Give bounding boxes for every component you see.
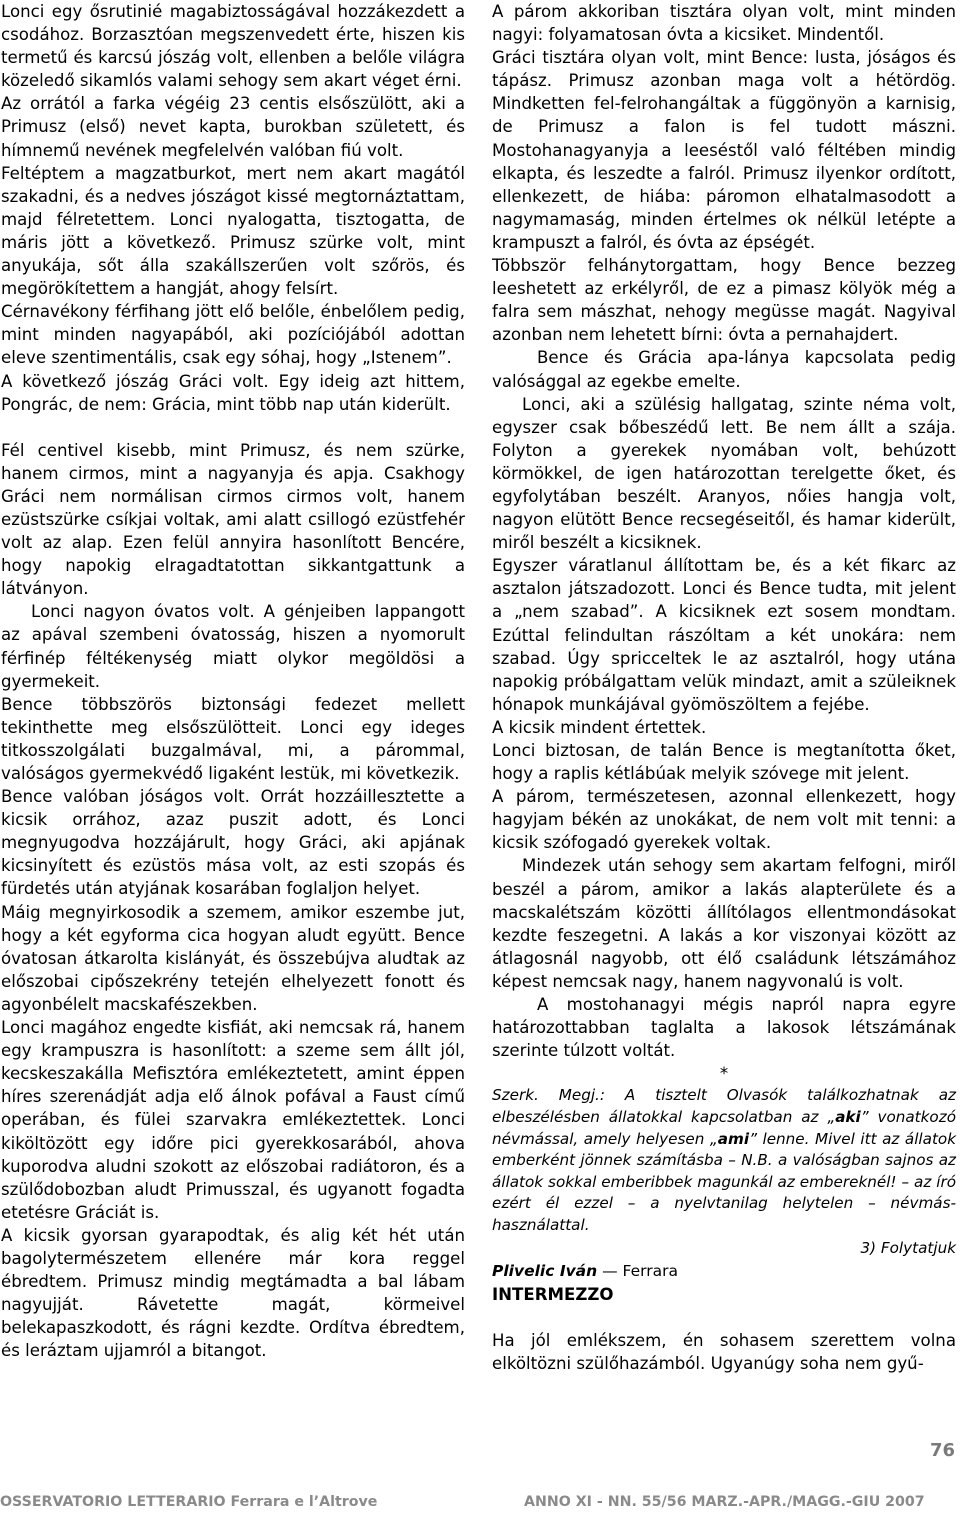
paragraph: Mindezek után sehogy sem akartam felfogni, miről beszél a párom, amikor a lakás alapterülete és a macskalétszám közötti állítólagos ellentmondásokat kezdte feszegetni. A lakás a kor viszonyai között az átlagosnál nagyobb, ott élő családunk létszámához képest nemcsak nagy, hanem nagyvonalú is volt. [492,856,956,991]
paragraph-gap [492,1306,956,1329]
footer-issue-info: ANNO XI - NN. 55/56 MARZ.-APR./MAGG.-GIU 2007 [524,1494,925,1510]
paragraph: A párom akkoriban tisztára olyan volt, mint minden nagyi: folyamatosan óvta a kicsiket. Mindentől. [492,2,956,45]
author-city: Ferrara [622,1261,678,1280]
paragraph: Lonci nagyon óvatos volt. A génjeiben lappangott az apával szembeni óvatosság, hiszen a nyomorult férfinép féltékenység miatt olykor megöldösi a gyermekeit. [1,602,465,691]
paragraph-gap [1,416,465,439]
author-name: Plivelic Iván [492,1261,598,1280]
paragraph: Többször felhánytorgattam, hogy Bence bezzeg leeshetett az erkélyről, de ez a pimasz kölyök még a falra sem mászhat, nehogy megüsse magát. Nagyival azonban nem lehetett bírni: óvta a pernahajdert. [492,256,956,345]
paragraph: Lonci magához engedte kisfiát, aki nemcsak rá, hanem egy krampuszra is hasonlított: a szeme sem állt jól, kecskeszakálla Mefisztóra emlékeztetett, amint éppen híres szerenádját adja elő álnok pofával a Faust című operában, és fülei szarvakra emlékeztettek. Lonci kiköltözött egy időre pici gyerekkosarából, ahova kuporodva aludni szokott az előszobai radiátoron, és a szülődobozban aludt Primusszal, és ugyanott fogadta etetésre Gráciát is. [1,1018,465,1222]
section-separator: * [719,1064,729,1084]
paragraph: A mostohanagyi mégis napról napra egyre határozottabban taglalta a lakosok létszámának szerinte túlzott voltát. [492,995,956,1061]
editor-note-aki: aki [835,1108,861,1126]
paragraph: Cérnavékony férfihang jött elő belőle, énbelőlem pedig, mint minden nagyapából, aki pozíciójából adottan eleve szentimentális, csak egy sóhaj, hogy „Istenem”. [1,302,465,368]
author-dash: — [597,1261,623,1280]
paragraph: Fél centivel kisebb, mint Primusz, és nem szürke, hanem cirmos, mint a nagyanyja és apja. Csakhogy Gráci nem normálisan cirmos cirmos volt, hanem ezüstszürke csíkjai voltak, ami alatt csillogó ezüstfehér volt az alap. Ezen felül annyira hasonlított Bencére, hogy napokig elragadtatottan sikkantgattunk a látványon. [1,440,465,599]
paragraph: Feltéptem a magzatburkot, mert nem akart magától szakadni, és a nedves jószágot kissé megtornáztattam, majd félretettem. Lonci nyalogatta, tisztogatta, de máris jött a következő. Primusz szürke volt, mint anyukája, sőt álla szakállszerűen volt szőrös, és megörökítettem a hangját, ahogy felsírt. [1,163,465,299]
paragraph: Bence és Grácia apa-lánya kapcsolata pedig valósággal az egekbe emelte. [492,348,956,391]
paragraph: Lonci egy ősrutinié magabiztosságával hozzákezdett a csodához. Borzasztóan megszenvedett érte, hiszen kis termetű és karcsú jószág volt, ellenben a belőle világra közeledő sikamlós valami sehogy sem akart véget érni. [1,2,465,91]
editor-note-part: ” lenne. Mivel itt az állatok emberként jönnek számításba – N.B. a valóságban sajnos az állatok sokkal emberibbek magunkál az embereknél! – az író ezért él ezzel – a nyelvtanilag helytelen – névmás-használattal. [492,1129,956,1234]
paragraph: Bence többszörös biztonsági fedezet mellett tekinthette meg elsőszülötteit. Lonci egy ideges titkosszolgálati buzgalmával, mi, a párommal, valóságos gyermekvédő ligaként lestük, mi következik. [1,694,465,783]
paragraph: Lonci, aki a szülésig hallgatag, szinte néma volt, egyszer csak bőbeszédű lett. Be nem állt a szája. Folyton a gyerekek nyomában volt, behúzott körmökkel, de igen határozottan terelgette őket, és egyfolytában beszélt. Aranyos, nőies hangja volt, nagyon elütött Bence recsegéseitől, és hamar kiderült, miről beszélt a kicsiknek. [492,394,956,553]
editor-note-part: Szerk. Megj.: A tisztelt Olvasók találkozhatnak az elbeszélésben állatokkal kapcsolatban az „ [492,1086,956,1126]
right-column [492,0,956,1375]
page-number: 76 [929,1440,955,1461]
paragraph: Gráci tisztára olyan volt, mint Bence: lusta, jóságos és tápász. Primusz azonban maga volt a hétördög. Mindketten fel-felrohangáltak a függönyön a karnisig, de Primusz a falon is fel tudott mászni. Mostohanagyanyja a leeséstől való féltében mindig elkapta, és leszedte a falról. Primusz ilyenkor ordított, ellenkezett, de hiába: páromon elhatalmasodott a nagymamaság, minden értelmes ok nélkül letépte a krampuszt a falról, és óvta az épségét. [492,48,956,252]
paragraph: Máig megnyirkosodik a szemem, amikor eszembe jut, hogy a két egyforma cica hogyan aludt együtt. Bence óvatosan átkarolta kislányát, és összebújva aludtak az előszobai cipőszekrény tetején elhelyezett fonott és agyonbélelt macskafészekben. [1,902,465,1014]
left-column [1,0,465,1362]
editor-note-part: ” vonatkozó névmással, amely helyesen „ [492,1108,956,1148]
paragraph: A kicsik gyorsan gyarapodtak, és alig két hét után bagolytermészetem ellenére már kora reggel ébredtem. Primusz mindig megtámadta a bal lábam nagyujját. Rávetette magát, körmeivel belekapaszkodott, és rágni kezdte. Ordítva ébredtem, és leráztam ujjamról a bitangot. [1,1225,465,1361]
next-piece-title: INTERMEZZO [492,1284,614,1304]
next-piece-author-line [492,1260,956,1283]
next-piece-text: Ha jól emlékszem, én sohasem szerettem volna elköltözni szülőhazámból. Ugyanúgy soha nem gyű- [492,1330,956,1373]
paragraph: A következő jószág Gráci volt. Egy ideig azt hittem, Pongrác, de nem: Grácia, mint több nap után kiderült. [1,371,465,414]
paragraph: Bence valóban jóságos volt. Orrát hozzáillesztette a kicsik orrához, azaz puszit adott, és Lonci megnyugodva hozzájárult, hogy Gráci, aki apjának kicsinyített és ezüstös mása volt, az esti szopás és fürdetés után atyjának kosarában foglaljon helyet. [1,787,465,899]
paragraph: A párom, természetesen, azonnal ellenkezett, hogy hagyjam békén az unokákat, de nem volt mit tenni: a kicsik szófogadó gyerekek voltak. [492,787,956,853]
paragraph: Lonci biztosan, de talán Bence is megtanította őket, hogy a raplis kétlábúak melyik szóvege mit jelent. [492,741,956,784]
editor-note-ami: ami [717,1129,750,1148]
paragraph: Egyszer váratlanul állítottam be, és a két fikarc az asztalon játszadozott. Lonci és Bence tudta, mit jelent a „nem szabad”. A kicsiknek ezt sosem mondtam. Ezúttal felindultan rászóltam a két unokára: nem szabad. Úgy spricceltek le az asztalról, hogy utána napokig próbálgattam velük mindazt, amit a szüleiknek hónapok munkájával gyömöszöltem a fejébe. [492,556,956,714]
editor-note [492,1085,956,1236]
paragraph: Az orrától a farka végéig 23 centis elsőszülött, aki a Primusz (első) nevet kapta, burokban született, és hímnemű nevének megfelelvén valóban fiú volt. [1,94,465,160]
paragraph: A kicsik mindent értettek. [492,717,707,737]
footer-journal-name: OSSERVATORIO LETTERARIO Ferrara e l’Altrove [0,1494,378,1510]
continued-label: 3) Folytatjuk [860,1238,956,1257]
